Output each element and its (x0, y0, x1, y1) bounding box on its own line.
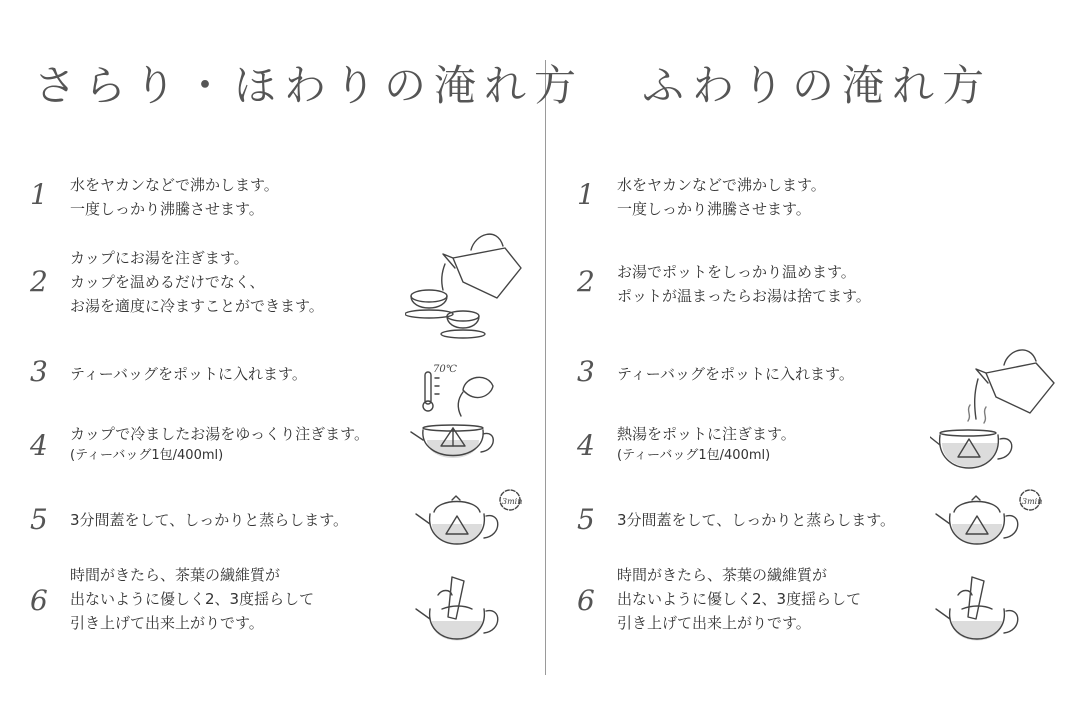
step-number: 3 (30, 355, 48, 388)
step-number: 6 (577, 584, 595, 617)
step-number: 5 (30, 503, 48, 536)
kettle-pouring-into-cups-icon (405, 220, 530, 345)
step-text: 3分間蓋をして、しっかりと蒸らします。 (617, 511, 896, 529)
teapot-lifting-teabag-icon (932, 575, 1022, 655)
teapot-steeping-timer-icon (412, 488, 532, 563)
step-number: 5 (577, 503, 595, 536)
step-text: お湯でポットをしっかり温めます。 ポットが温まったらお湯は捨てます。 (617, 263, 871, 305)
step-text: ティーバッグをポットに入れます。 (70, 365, 307, 383)
thermometer-pot-teabag-icon (405, 360, 505, 475)
step-number: 1 (30, 178, 48, 211)
step-number: 1 (577, 178, 595, 211)
title-sarari-howari: さらり・ほわりの淹れ方 (34, 61, 585, 110)
title-fuwari: ふわりの淹れ方 (642, 61, 993, 110)
column-divider (545, 60, 546, 675)
step-number: 3 (577, 355, 595, 388)
teapot-steeping-timer-icon (932, 488, 1052, 563)
step-text: 時間がきたら、茶葉の繊維質が 出ないように優しく2、3度揺らして 引き上げて出来上がりです。 (617, 566, 862, 632)
step-text: カップにお湯を注ぎます。 カップを温めるだけでなく、 お湯を適度に冷ますことができます。 (70, 249, 324, 315)
step-number: 2 (577, 265, 595, 298)
step-number: 4 (577, 429, 595, 462)
step-note: (ティーバッグ1包/400ml) (617, 448, 771, 463)
thermometer-label: 70℃ (433, 364, 457, 375)
step-note: (ティーバッグ1包/400ml) (70, 448, 224, 463)
timer-label: 3min (502, 497, 523, 506)
teapot-lifting-teabag-icon (412, 575, 502, 655)
step-text: ティーバッグをポットに入れます。 (617, 365, 854, 383)
timer-label: 3min (1022, 497, 1043, 506)
step-text: 3分間蓋をして、しっかりと蒸らします。 (70, 511, 349, 529)
step-number: 6 (30, 584, 48, 617)
step-text: 水をヤカンなどで沸かします。 一度しっかり沸騰させます。 (617, 176, 826, 218)
kettle-pouring-into-pot-icon (930, 345, 1060, 485)
step-number: 2 (30, 265, 48, 298)
step-text: 時間がきたら、茶葉の繊維質が 出ないように優しく2、3度揺らして 引き上げて出来上がりです。 (70, 566, 315, 632)
step-number: 4 (30, 429, 48, 462)
step-text: 熱湯をポットに注ぎます。 (ティーバッグ1包/400ml) (617, 422, 796, 466)
step-text: カップで冷ましたお湯をゆっくり注ぎます。 (ティーバッグ1包/400ml) (70, 422, 369, 466)
step-text: 水をヤカンなどで沸かします。 一度しっかり沸騰させます。 (70, 176, 279, 218)
